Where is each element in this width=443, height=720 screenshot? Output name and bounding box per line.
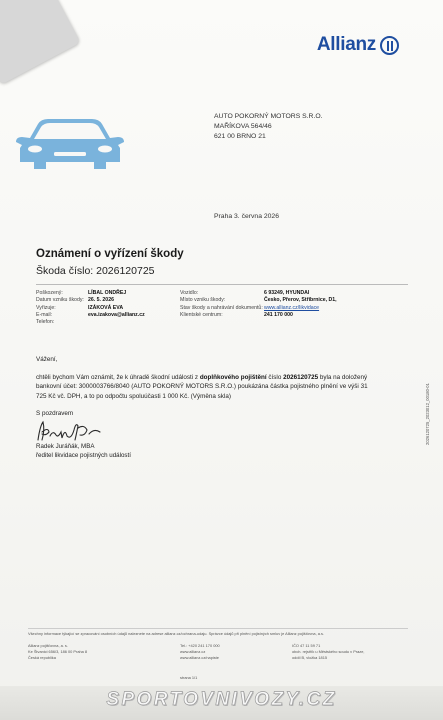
body-text: chtěli bychom Vám oznámit, že k úhradě škodní události z — [36, 373, 200, 381]
info-value: Česko, Přerov, Střibrnice, D1, — [264, 297, 337, 304]
info-row — [36, 319, 145, 326]
address-line: 621 00 BRNO 21 — [214, 133, 266, 140]
signer-name: Radek Juráňák, MBA — [36, 443, 95, 450]
info-label: Vyřizuje: — [36, 304, 56, 311]
footer-line: Tel.: +420 241 170 000 — [180, 643, 220, 648]
body-paragraph — [36, 373, 376, 402]
info-label: Klientské centrum: — [180, 311, 223, 318]
email-value[interactable]: eva.izakova@allianz.cz — [88, 311, 145, 318]
brand-name: Allianz — [316, 34, 376, 55]
footer-line: oddíl B, vložka 1815 — [292, 654, 328, 660]
insurance-type: doplňkového pojištění — [199, 373, 267, 381]
footer-line: Ke Štvanici 656/3, 186 00 Praha 8 — [28, 648, 88, 654]
footer-company — [28, 643, 87, 660]
document-title: Oznámení o vyřízení škody — [36, 248, 184, 260]
letter-body — [36, 355, 376, 427]
allianz-eagle-icon — [380, 36, 399, 55]
info-label: Stav škody a nahrávání dokumentů: — [180, 304, 263, 311]
claims-link[interactable]: www.allianz.cz/likvidace — [264, 304, 320, 311]
footer-link[interactable]: www.allianz.cz — [180, 648, 206, 654]
claim-info-right — [180, 290, 337, 319]
footer-registry — [292, 643, 364, 660]
info-label: Datum vzniku škody: — [36, 297, 84, 304]
salutation: Vážení, — [36, 356, 58, 363]
info-value: 26. 5. 2026 — [88, 297, 114, 304]
info-label: Vozidlo: — [180, 290, 199, 296]
info-label: Telefon: — [36, 319, 55, 326]
info-row — [36, 297, 145, 304]
address-line: AUTO POKORNÝ MOTORS S.R.O. — [214, 113, 323, 120]
info-label: Místo vzniku škody: — [180, 297, 226, 304]
info-row — [180, 305, 337, 312]
recipient-address — [214, 112, 323, 142]
footer-line: IČO 47 11 59 71 — [292, 643, 321, 648]
info-label: Poškozený: — [36, 290, 63, 296]
info-row — [180, 297, 337, 304]
car-icon — [14, 118, 126, 170]
info-value: 241 170 000 — [264, 311, 293, 318]
footer-contact — [180, 643, 220, 660]
footer-divider — [28, 628, 408, 629]
allianz-logo — [317, 34, 399, 56]
claim-info-left — [36, 290, 145, 326]
footer-link[interactable]: www.allianz.cz/napiste — [180, 654, 219, 660]
footer-note: Všechny informace týkající se zpracování osobních údajů naleznete na adrese allianz.cz/ochrana-udaju. Správce údajů při plnění pojistných smluv je Allianz pojišťovna, a.s. — [28, 631, 325, 636]
info-row — [36, 290, 145, 297]
info-row — [36, 305, 145, 312]
signer-role: ředitel likvidace pojistných událostí — [36, 452, 131, 459]
body-text: číslo — [266, 373, 284, 381]
signer-block — [36, 442, 131, 460]
page-number: strana 1/1 — [180, 675, 198, 680]
info-row — [36, 312, 145, 319]
side-reference-code: 2026120725_2023012_00180-01 — [425, 383, 430, 445]
footer-line: Allianz pojišťovna, a. s. — [28, 643, 68, 648]
footer-line: obch. rejstřík u Městského soudu v Praze, — [292, 648, 365, 654]
letter-date: Praha 3. června 2026 — [214, 213, 279, 220]
claim-number: Škoda číslo: 2026120725 — [36, 265, 155, 277]
info-row — [180, 312, 337, 319]
body-text: byla na doložený bankovní účet: 3000003766/8040 (AUTO POKORNÝ MOTORS S.R.O.) poukázána částka pojistného plnění ve výši 31 725 Kč vč. DPH, a to po odpočtu spoluúčasti 1 000 Kč. (Výměna skla) — [36, 373, 368, 400]
footer-line: Česká republika — [28, 654, 56, 660]
address-line: MAŘÍKOVA 564/46 — [214, 123, 272, 130]
watermark: SPORTOVNIVOZY.CZ — [106, 689, 337, 710]
torn-sticker — [0, 0, 81, 85]
info-value: IZÁKOVÁ EVA — [88, 304, 124, 311]
divider — [36, 284, 408, 285]
policy-number: 2026120725 — [283, 373, 319, 381]
closing: S pozdravem — [36, 410, 74, 417]
info-value: LÍBAL ONDŘEJ — [88, 290, 127, 296]
info-label: E-mail: — [36, 311, 53, 318]
info-value: 6 93249, HYUNDAI — [264, 290, 310, 296]
